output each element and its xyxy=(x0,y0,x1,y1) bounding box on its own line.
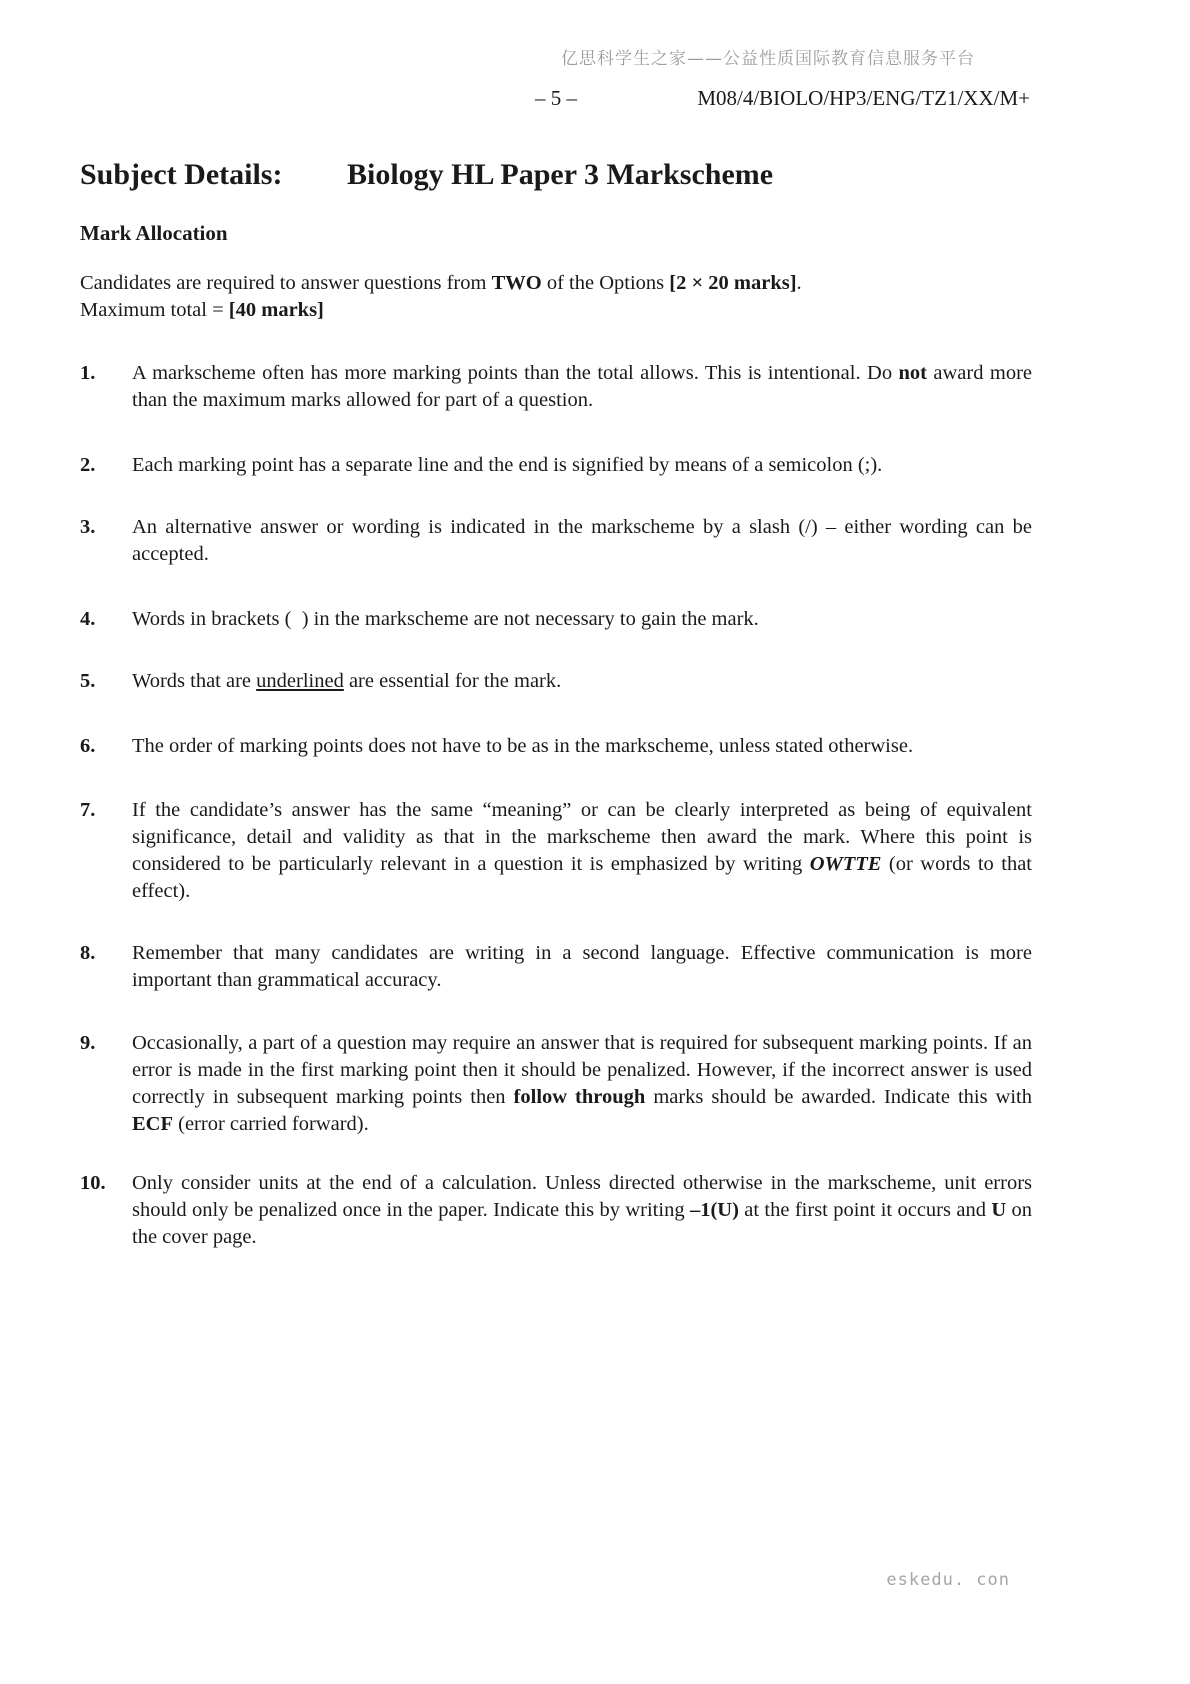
rule-item-5 xyxy=(80,668,1032,695)
header-watermark: 亿思科学生之家——公益性质国际教育信息服务平台 xyxy=(561,49,975,69)
intro-line-2: Maximum total = [40 marks] xyxy=(80,299,324,321)
rule-item-9 xyxy=(80,1030,1032,1138)
rule-item-8 xyxy=(80,940,1032,994)
rule-text: Words that are underlined are essential for the mark. xyxy=(132,670,562,692)
rule-item-10 xyxy=(80,1170,1032,1251)
intro-paragraph xyxy=(80,270,1032,324)
rule-text: A markscheme often has more marking points than the total allows. This is intentional. Do not award more than the maximum marks allowed for part of a question. xyxy=(132,362,1032,411)
page-number: – 5 – xyxy=(535,86,577,110)
rule-text: An alternative answer or wording is indicated in the markscheme by a slash (/) – either wording can be accepted. xyxy=(132,516,1032,565)
rule-number: 8. xyxy=(80,942,96,964)
title-value: Biology HL Paper 3 Markscheme xyxy=(347,158,774,191)
rule-item-2 xyxy=(80,452,1032,479)
rule-text: Words in brackets ( ) in the markscheme are not necessary to gain the mark. xyxy=(132,608,759,630)
rule-number: 9. xyxy=(80,1032,96,1054)
rule-number: 3. xyxy=(80,516,96,538)
rule-number: 6. xyxy=(80,735,96,757)
rule-item-1 xyxy=(80,360,1032,414)
document-title xyxy=(80,158,773,192)
page-meta-row xyxy=(0,86,1190,114)
intro-line-1: Candidates are required to answer questions from TWO of the Options [2 × 20 marks]. xyxy=(80,272,802,294)
rule-text: Occasionally, a part of a question may require an answer that is required for subsequent marking points. If an error is made in the first marking point then it should be penalized. However, if the incorrect answer is used correctly in subsequent marking points then follow through marks should be awarded. Indicate this with ECF (error carried forward). xyxy=(132,1032,1032,1135)
rule-number: 7. xyxy=(80,799,96,821)
paper-code: M08/4/BIOLO/HP3/ENG/TZ1/XX/M+ xyxy=(697,86,1030,110)
rule-text: The order of marking points does not have to be as in the markscheme, unless stated otherwise. xyxy=(132,735,914,757)
rule-text: Each marking point has a separate line and the end is signified by means of a semicolon (;). xyxy=(132,454,883,476)
rule-number: 10. xyxy=(80,1172,106,1194)
rule-item-3 xyxy=(80,514,1032,568)
rule-text: Only consider units at the end of a calculation. Unless directed otherwise in the markscheme, unit errors should only be penalized once in the paper. Indicate this by writing –1(U) at the first point it occurs and U on the cover page. xyxy=(132,1172,1033,1248)
footer-watermark: eskedu. con xyxy=(886,1570,1010,1590)
rule-number: 4. xyxy=(80,608,96,630)
rule-text: If the candidate’s answer has the same “meaning” or can be clearly interpreted as being of equivalent significance, detail and validity as that in the markscheme then award the mark. Where this point is considered to be particularly relevant in a question it is emphasized by writing OWTTE (or words to that effect). xyxy=(132,799,1032,902)
rule-item-7 xyxy=(80,797,1032,905)
title-label: Subject Details: xyxy=(80,158,283,191)
rule-number: 2. xyxy=(80,454,96,476)
rule-item-4 xyxy=(80,606,1032,633)
rule-text: Remember that many candidates are writing in a second language. Effective communication is more important than grammatical accuracy. xyxy=(132,942,1032,991)
section-heading: Mark Allocation xyxy=(80,221,228,245)
rule-number: 5. xyxy=(80,670,96,692)
rule-item-6 xyxy=(80,733,1032,760)
rule-number: 1. xyxy=(80,362,96,384)
